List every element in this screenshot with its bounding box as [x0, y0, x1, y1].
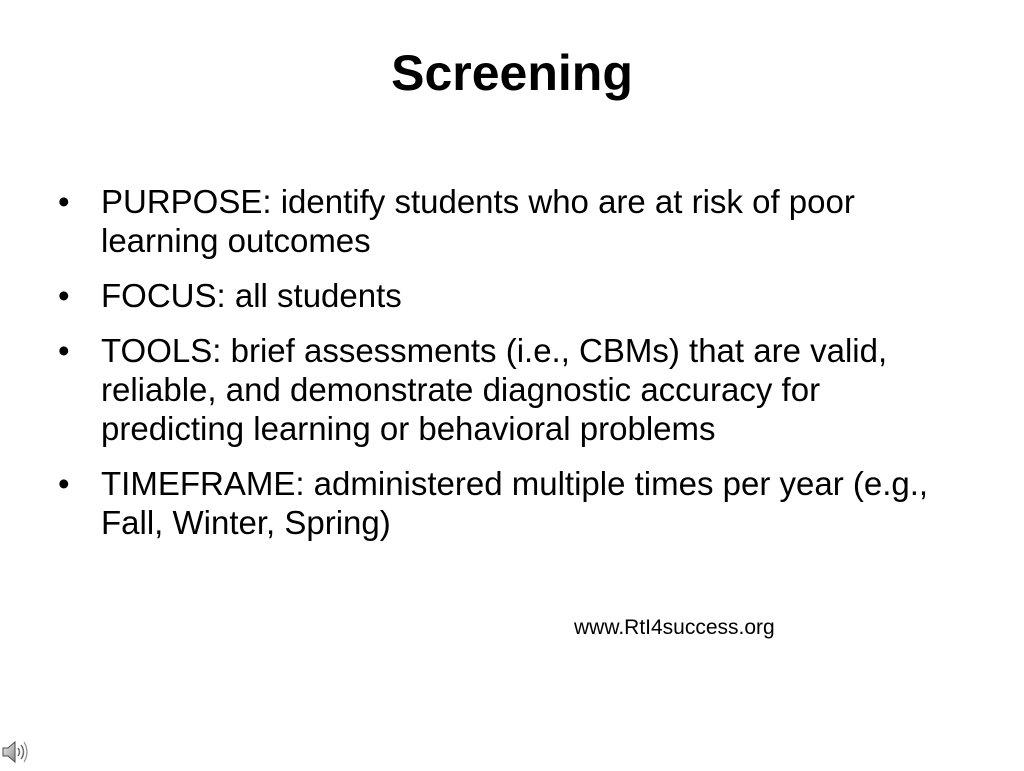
bullet-text: TOOLS: brief assessments (i.e., CBMs) that are valid, reliable, and demonstrate diagnostic accuracy for predicting learning or behavioral problems — [101, 332, 888, 447]
bullet-dot: • — [58, 183, 70, 220]
bullet-dot: • — [58, 332, 70, 369]
bullet-dot: • — [58, 465, 70, 502]
bullet-item-focus — [56, 276, 936, 315]
bullet-text: TIMEFRAME: administered multiple times per year (e.g., Fall, Winter, Spring) — [101, 465, 929, 541]
speaker-icon[interactable] — [0, 738, 30, 766]
bullet-item-tools — [56, 331, 936, 448]
slide-title: Screening — [391, 45, 633, 101]
bullet-dot: • — [58, 277, 70, 314]
bullet-text: PURPOSE: identify students who are at risk of poor learning outcomes — [101, 183, 855, 259]
source-url: www.RtI4success.org — [574, 616, 775, 639]
bullet-text: FOCUS: all students — [101, 277, 402, 314]
bullet-list — [56, 182, 936, 558]
bullet-item-timeframe — [56, 464, 936, 542]
bullet-item-purpose — [56, 182, 936, 260]
